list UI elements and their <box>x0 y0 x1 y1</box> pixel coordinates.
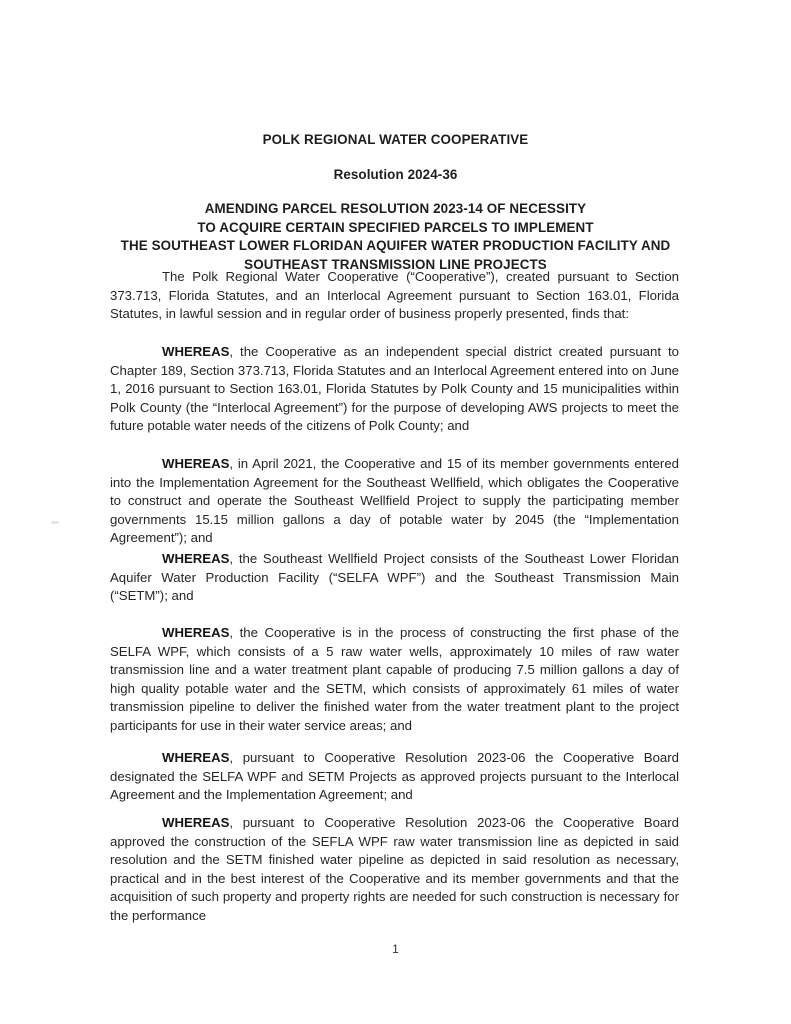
whereas-clause <box>110 455 679 548</box>
whereas-text: , pursuant to Cooperative Resolution 2023-06 the Cooperative Board designated the SELFA WPF and SETM Projects as approved projects pursuant to the Interlocal Agreement and the Implementation Agreement; and <box>110 750 679 803</box>
whereas-label: WHEREAS <box>162 551 230 566</box>
whereas-clause <box>110 550 679 606</box>
whereas-clause <box>110 343 679 436</box>
whereas-label: WHEREAS <box>162 456 230 471</box>
whereas-label: WHEREAS <box>162 344 230 359</box>
page-number: 1 <box>392 942 399 956</box>
resolution-title-line: AMENDING PARCEL RESOLUTION 2023-14 OF NECESSITY <box>204 201 587 216</box>
resolution-title-line: SOUTHEAST TRANSMISSION LINE PROJECTS <box>244 256 547 272</box>
intro-paragraph <box>110 268 679 324</box>
whereas-text: , pursuant to Cooperative Resolution 2023-06 the Cooperative Board approved the construction of the SEFLA WPF raw water transmission line as depicted in said resolution and the SETM finished water pipeline as depicted in said resolution as necessary, practical and in the best interest of the Cooperative and its member governments and that the acquisition of such property and property rights are needed for such construction is necessary for the performance <box>110 815 679 923</box>
whereas-text: , the Southeast Wellfield Project consists of the Southeast Lower Floridan Aquifer Water Production Facility (“SELFA WPF”) and the Southeast Transmission Main (“SETM”); and <box>110 551 679 604</box>
whereas-text: , the Cooperative as an independent special district created pursuant to Chapter 189, Section 373.713, Florida Statutes and an Interlocal Agreement entered into on June 1, 2016 pursuant to Section 163.01, Florida Statutes by Polk County and 15 municipalities within Polk County (the “Interlocal Agreement”) for the purpose of developing AWS projects to meet the future potable water needs of the citizens of Polk County; and <box>110 344 679 434</box>
whereas-text: , in April 2021, the Cooperative and 15 of its member governments entered into the Implementation Agreement for the Southeast Wellfield, which obligates the Cooperative to construct and operate the Southeast Wellfield Project to supply the participating member governments 15.15 million gallons a day of potable water by 2045 (the “Implementation Agreement”); and <box>110 456 679 546</box>
whereas-label: WHEREAS <box>162 625 230 640</box>
resolution-title-line: TO ACQUIRE CERTAIN SPECIFIED PARCELS TO IMPLEMENT <box>197 219 594 235</box>
whereas-clause <box>110 749 679 805</box>
intro-text: The Polk Regional Water Cooperative (“Cooperative”), created pursuant to Section 373.713, Florida Statutes, and an Interlocal Agreement pursuant to Section 163.01, Florida Statutes, in lawful session and in regular order of business properly presented, finds that: <box>110 269 679 322</box>
resolution-title-line: THE SOUTHEAST LOWER FLORIDAN AQUIFER WATER PRODUCTION FACILITY AND <box>120 238 671 253</box>
whereas-label: WHEREAS <box>162 750 230 765</box>
whereas-clause <box>110 624 679 736</box>
organization-heading: POLK REGIONAL WATER COOPERATIVE <box>262 132 529 147</box>
whereas-label: WHEREAS <box>162 815 230 830</box>
whereas-clause <box>110 814 679 926</box>
resolution-title <box>0 200 791 274</box>
resolution-number: Resolution 2024-36 <box>333 167 458 182</box>
scan-speck <box>51 521 59 524</box>
whereas-text: , the Cooperative is in the process of constructing the first phase of the SELFA WPF, which consists of a 5 raw water wells, approximately 10 miles of raw water transmission line and a water treatment plant capable of producing 7.5 million gallons a day of high quality potable water and the SETM, which consists of approximately 61 miles of water transmission pipeline to deliver the finished water from the water treatment plant to the project participants for use in their water service areas; and <box>110 625 679 733</box>
